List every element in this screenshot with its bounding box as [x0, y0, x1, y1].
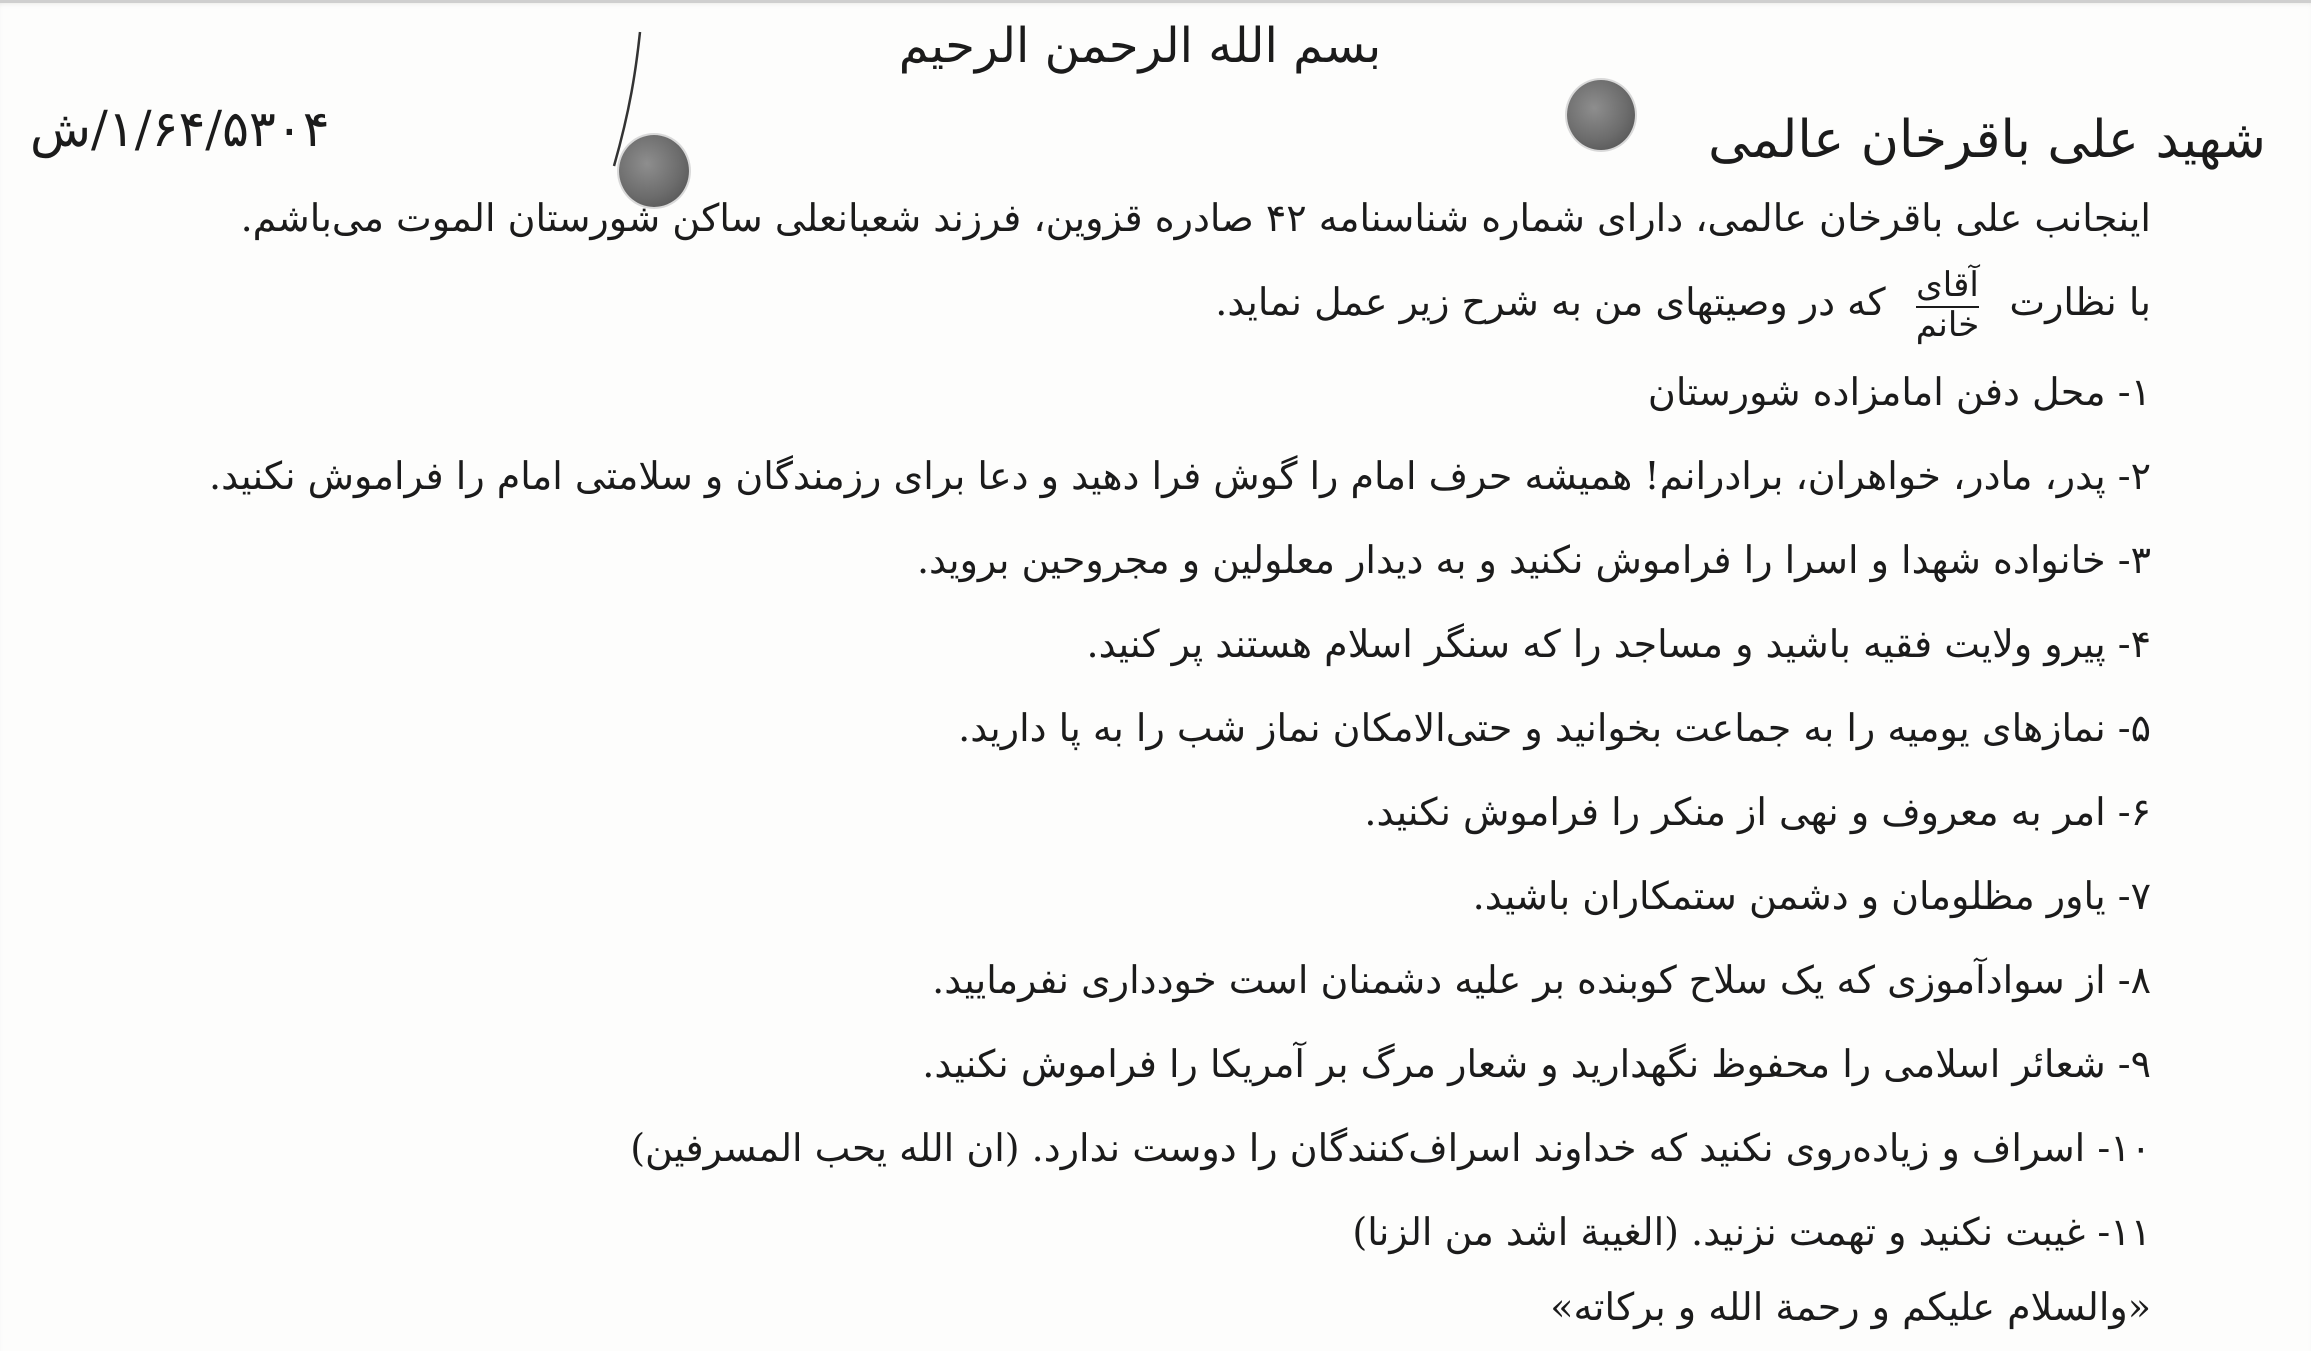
list-item: ۱- محل دفن امامزاده شورستان — [1647, 370, 2151, 414]
list-item: ۷- یاور مظلومان و دشمن ستمکاران باشید. — [1472, 874, 2151, 918]
option-mr: آقای — [1916, 268, 1979, 308]
list-item: ۶- امر به معروف و نهی از منکر را فراموش نکنید. — [1364, 790, 2151, 834]
page-title: شهید علی باقرخان عالمی — [1708, 110, 2266, 170]
list-item: ۲- پدر، مادر، خواهران، برادرانم! همیشه حرف امام را گوش فرا دهید و دعا برای رزمندگان و سلامتی امام را فراموش نکنید. — [209, 454, 2151, 498]
will-items-list — [209, 367, 2151, 1291]
supervision-prefix: با نظارت — [2009, 280, 2151, 325]
list-item: ۳- خانواده شهدا و اسرا را فراموش نکنید و به دیدار معلولین و مجروحین بروید. — [916, 538, 2151, 582]
option-mrs: خانم — [1915, 304, 1980, 345]
list-item: ۴- پیرو ولایت فقیه باشید و مساجد را که سنگر اسلام هستند پر کنید. — [1086, 622, 2151, 666]
list-item: ۱۰- اسراف و زیاده‌روی نکنید که خداوند اسراف‌کنندگان را دوست ندارد. (ان الله یحب المسرفین) — [630, 1126, 2151, 1170]
list-item: ۹- شعائر اسلامی را محفوظ نگهدارید و شعار مرگ بر آمریکا را فراموش نکنید. — [922, 1042, 2151, 1086]
bismillah: بسم الله الرحمن الرحیم — [898, 18, 1382, 74]
list-item: ۸- از سوادآموزی که یک سلاح کوبنده بر علیه دشمنان است خودداری نفرمایید. — [932, 958, 2151, 1002]
intro-paragraph: اینجانب علی باقرخان عالمی، دارای شماره شناسنامه ۴۲ صادره قزوین، فرزند شعبانعلی ساکن شورستان الموت می‌باشم. — [240, 196, 2151, 240]
supervision-line — [1051, 265, 2151, 345]
list-item: ۵- نمازهای یومیه را به جماعت بخوانید و حتی‌الامکان نماز شب را به پا دارید. — [958, 706, 2151, 750]
pen-mark — [610, 30, 650, 170]
supervision-suffix: که در وصیتهای من به شرح زیر عمل نماید. — [1215, 280, 1886, 325]
closing-salutation: «والسلام علیکم و رحمة الله و برکاته» — [1550, 1285, 2151, 1329]
page-top-edge — [0, 0, 2311, 3]
list-item: ۱۱- غیبت نکنید و تهمت نزنید. (الغیبة اشد من الزنا) — [1352, 1210, 2151, 1254]
supervision-options — [1915, 265, 1980, 345]
document-number: ۱/۶۴/۵۳۰۴/ش — [30, 100, 330, 158]
